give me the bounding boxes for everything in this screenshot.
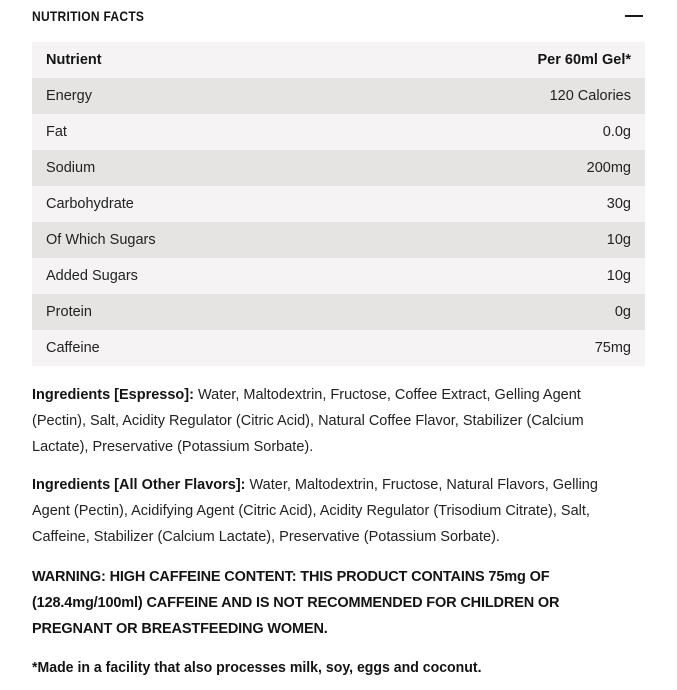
table-row — [32, 150, 645, 186]
column-header-serving: Per 60ml Gel* — [339, 42, 646, 78]
caffeine-warning-text: WARNING: HIGH CAFFEINE CONTENT: THIS PRODUCT CONTAINS 75mg OF (128.4mg/100ml) CAFFEINE AND IS NOT RECOMMENDED FOR CHILDREN OR PREGNANT OR BREASTFEEDING WOMEN. — [32, 569, 560, 637]
table-row — [32, 186, 645, 222]
nutrient-name: Sodium — [46, 160, 96, 176]
notes-section — [0, 366, 677, 680]
nutrient-name: Caffeine — [46, 340, 100, 356]
nutrient-value: 0.0g — [602, 124, 631, 140]
nutrient-name: Protein — [46, 304, 92, 320]
table-row — [32, 258, 645, 294]
allergen-footnote-text: *Made in a facility that also processes milk, soy, eggs and coconut. — [32, 659, 482, 676]
nutrient-value: 10g — [606, 268, 631, 284]
nutrient-name: Fat — [46, 124, 67, 140]
collapse-section-button[interactable] — [623, 5, 645, 27]
table-row — [32, 222, 645, 258]
table-body — [32, 78, 645, 366]
nutrient-name: Carbohydrate — [46, 196, 134, 212]
column-header-nutrient: Nutrient — [32, 42, 339, 78]
nutrient-value: 30g — [606, 196, 631, 212]
ingredients-other-label: Ingredients [All Other Flavors]: — [32, 477, 246, 493]
page-title: NUTRITION FACTS — [32, 8, 145, 24]
nutrient-value: 10g — [606, 232, 631, 248]
minus-icon — [625, 15, 643, 17]
nutrient-value: 75mg — [594, 340, 631, 356]
ingredients-espresso-text: Water, Maltodextrin, Fructose, Coffee Extract, Gelling Agent (Pectin), Salt, Acidity Regulator (Citric Acid), Natural Coffee Flavor, Stabilizer (Calcium Lactate), Preservative (Potassium Sorbate). — [32, 387, 584, 455]
table-row — [32, 114, 645, 150]
nutrition-facts-table — [32, 42, 645, 366]
ingredients-other-text: Water, Maltodextrin, Fructose, Natural Flavors, Gelling Agent (Pectin), Acidifying Agent (Citric Acid), Acidity Regulator (Trisodium Citrate), Salt, Caffeine, Stabilizer (Calcium Lactate), Preservative (Potassium Sorbate). — [32, 477, 598, 545]
table-row — [32, 78, 645, 114]
table-header-row — [32, 42, 645, 78]
ingredients-espresso-paragraph — [32, 382, 632, 460]
table-row — [32, 294, 645, 330]
nutrient-value: 200mg — [586, 160, 631, 176]
ingredients-espresso-label: Ingredients [Espresso]: — [32, 387, 194, 403]
nutrient-value: 0g — [614, 304, 631, 320]
table-header — [32, 42, 645, 78]
ingredients-other-paragraph — [32, 472, 632, 550]
nutrition-facts-section-header[interactable] — [0, 0, 677, 32]
nutrient-name: Added Sugars — [46, 268, 138, 284]
nutrient-name: Of Which Sugars — [46, 232, 156, 248]
nutrient-name: Energy — [46, 88, 92, 104]
nutrient-value: 120 Calories — [549, 88, 631, 104]
table-row — [32, 330, 645, 366]
